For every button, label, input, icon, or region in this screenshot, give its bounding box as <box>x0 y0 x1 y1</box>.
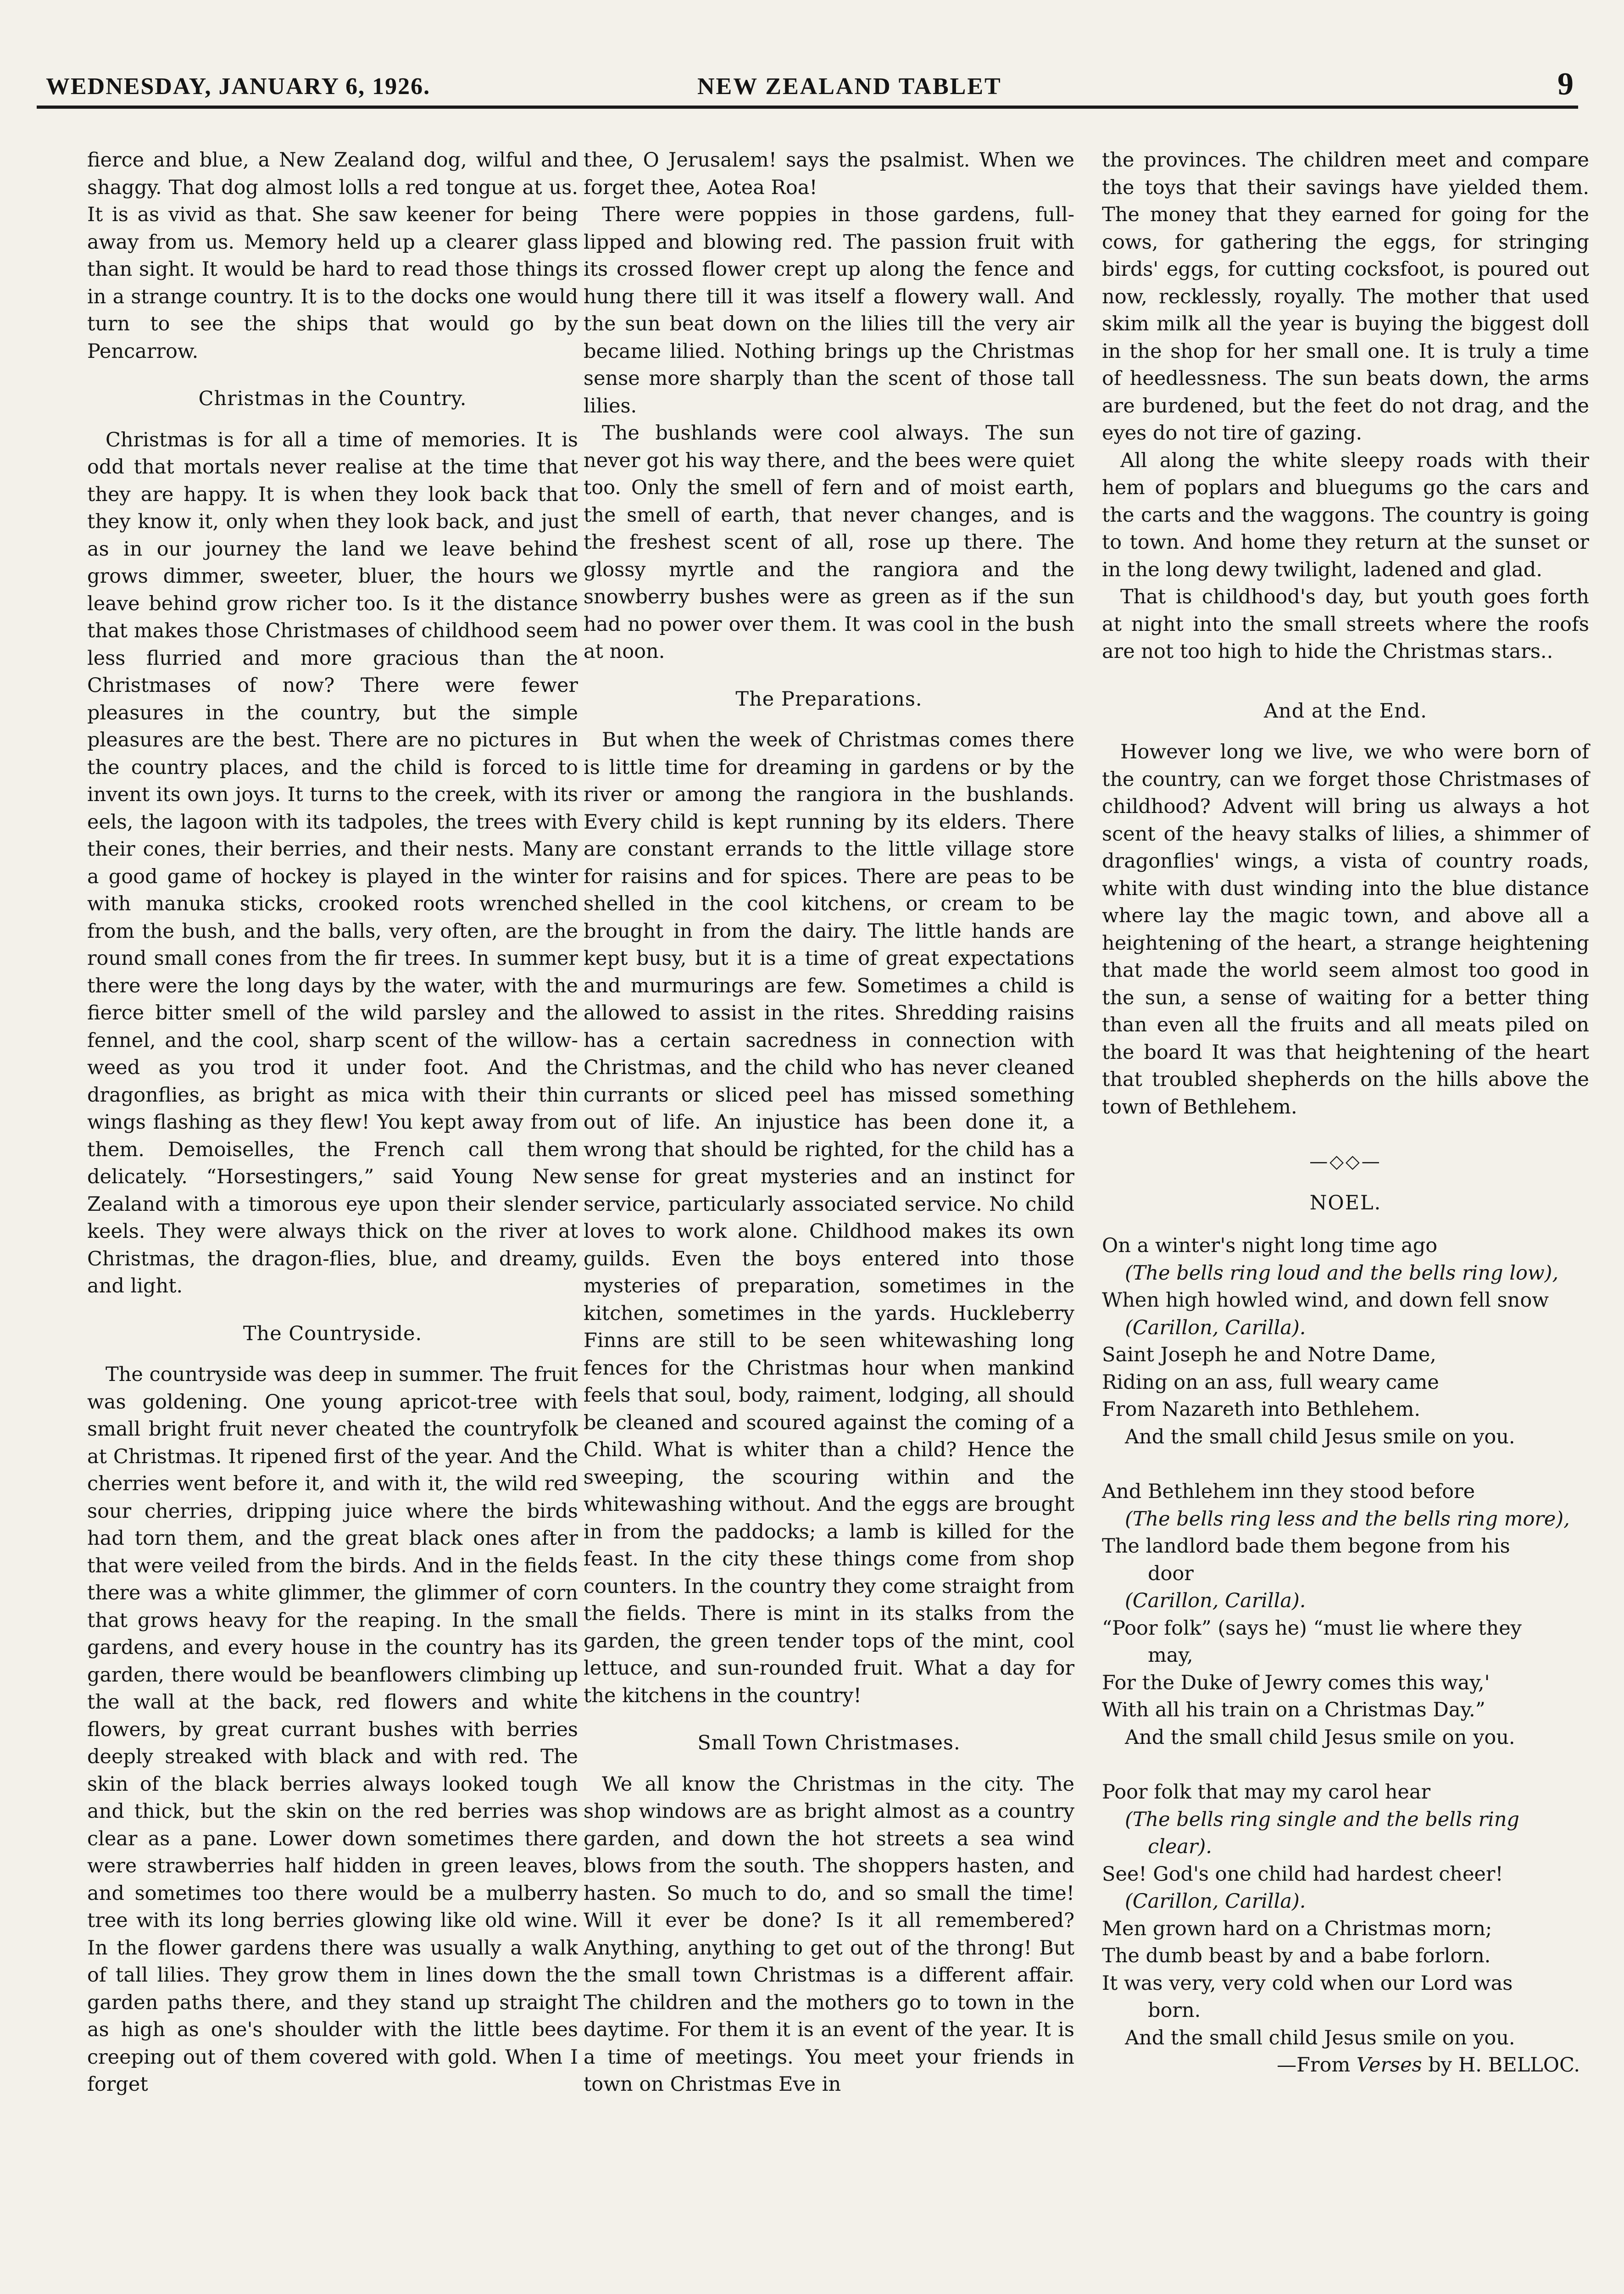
masthead-title: NEW ZEALAND TABLET <box>697 73 1002 100</box>
poem-title: NOEL. <box>1309 1191 1382 1214</box>
poem-line: With all his train on a Christmas Day.” <box>1102 1698 1485 1721</box>
poem-line: And the small child Jesus smile on you. <box>1125 2026 1515 2049</box>
poem-line: Poor folk that may my carol hear <box>1102 1781 1431 1804</box>
paragraph: The countryside was deep in summer. The fruit was goldening. One young apricot-tree with small bright fruit never cheated the countryfolk at Christmas. It ripened first of the year. And the cherries went before it, and with it, the wild red sour cherries, dripping juice where the birds had torn them, and the great black ones after that were veiled from the birds. And in the fields there was a white glimmer, the glimmer of corn that grows heavy for the reaping. In the small gardens, and every house in the country has its garden, there would be beanflowers climbing up the wall at the back, red flowers and white flowers, by great currant bushes with berries deeply streaked with black and with red. The skin of the black berries always looked tough and thick, but the skin on the red berries was clear as a pane. Lower down sometimes there were strawberries half hidden in green leaves, and sometimes too there would be a mulberry tree with its long berries glowing like old wine. In the flower gardens there was usually a walk of tall lilies. They grow them in lines down the garden paths there, and they stand up straight as high as one's shoulder with the little bees creeping out of them covered with gold. When I forget <box>87 1363 578 2096</box>
poem-line: From Nazareth into Bethlehem. <box>1102 1398 1421 1421</box>
column-1 <box>87 147 578 2099</box>
attribution-prefix: —From <box>1277 2054 1351 2077</box>
paragraph: However long we live, we who were born of the country, can we forget those Christmases of childhood? Advent will bring us always a hot scent of the heavy stalks of lilies, a shimmer of dragonflies' wings, a vista of country roads, white with dust winding into the blue distance where lay the magic town, and above all a heightening of the heart, a strange heightening that made the world seem almost too good in the sun, a sense of waiting for a better thing than even all the fruits and all meats piled on the board It was that heightening of the heart that troubled shepherds on the hills above the town of Bethlehem. <box>1102 741 1589 1119</box>
poem-line: And Bethlehem inn they stood before <box>1102 1480 1475 1503</box>
poem-line: On a winter's night long time ago <box>1102 1234 1438 1257</box>
poem-line: And the small child Jesus smile on you. <box>1125 1726 1515 1749</box>
poem-line: Men grown hard on a Christmas morn; <box>1102 1917 1492 1940</box>
paragraph: There were poppies in those gardens, full-lipped and blowing red. The passion fruit with its crossed flower crept up along the fence and hung there till it was itself a flowery wall. And the sun beat down on the lilies till the very air became lilied. Nothing brings up the Christmas sense more sharply than the scent of those tall lilies. <box>584 203 1074 418</box>
paragraph: thee, O Jerusalem! says the psalmist. When we forget thee, Aotea Roa! <box>584 149 1074 199</box>
section-heading: Christmas in the Country. <box>198 387 467 410</box>
poem-line: (Carillon, Carilla). <box>1125 1589 1306 1612</box>
poem-line: When high howled wind, and down fell snow <box>1102 1289 1549 1312</box>
poem-line: clear). <box>1148 1835 1212 1858</box>
poem-line: Riding on an ass, full weary came <box>1102 1370 1439 1394</box>
poem-line: See! God's one child had hardest cheer! <box>1102 1862 1503 1886</box>
paragraph: But when the week of Christmas comes there is little time for dreaming in gardens or by the river or among the rangiora in the bushlands. Every child is kept running by its elders. There are constant errands to the little village store for raisins and for spices. There are peas to be shelled in the cool kitchens, or cream to be brought in from the dairy. The little hands are kept busy, but it is a time of great expectations and murmurings are few. Sometimes a child is allowed to assist in the rites. Shredding raisins has a certain sacredness in connection with Christmas, and the child who has never cleaned currants or sliced peel has missed something out of life. An injustice has been done it, a wrong that should be righted, for the child has a sense for great mysteries and an instinct for service, particularly associated service. No child loves to work alone. Childhood makes its own guilds. Even the boys entered into those mysteries of preparation, sometimes in the kitchen, sometimes in the yards. Huckleberry Finns are still to be seen whitewashing long fences for the Christmas hour when mankind feels that soul, body, raiment, lodging, all should be cleaned and scoured against the coming of a Child. What is whiter than a child? Hence the sweeping, the scouring within and the whitewashing without. And the eggs are brought in from the paddocks; a lamb is killed for the feast. In the city these things come from shop counters. In the country they come straight from the fields. There is mint in its stalks from the garden, the green tender tops of the mint, cool lettuce, and sun-rounded fruit. What a day for the kitchens in the country! <box>584 729 1074 1707</box>
poem-line: (The bells ring less and the bells ring more), <box>1125 1507 1570 1531</box>
paragraph: That is childhood's day, but youth goes forth at night into the small streets where the roofs are not too high to hide the Christmas stars.. <box>1102 585 1589 663</box>
poem-line: Saint Joseph he and Notre Dame, <box>1102 1343 1436 1366</box>
paragraph: All along the white sleepy roads with their hem of poplars and bluegums go the cars and the carts and the waggons. The country is going to town. And home they return at the sunset or in the long dewy twilight, ladened and glad. <box>1102 449 1589 581</box>
issue-date: WEDNESDAY, JANUARY 6, 1926. <box>46 73 431 100</box>
section-heading: The Preparations. <box>735 687 923 711</box>
poem-attribution <box>1102 2052 1589 2079</box>
poem-line: It was very, very cold when our Lord was <box>1102 1971 1513 1995</box>
poem-line: born. <box>1148 1999 1201 2022</box>
page-number: 9 <box>1557 67 1574 102</box>
ornament-divider: —◇◇— <box>1309 1151 1382 1172</box>
section-heading: The Countryside. <box>243 1322 423 1345</box>
paragraph: fierce and blue, a New Zealand dog, wilful and shaggy. That dog almost lolls a red tongue at us. It is as vivid as that. She saw keener for being away from us. Memory held up a clearer glass than sight. It would be hard to read those things in a strange country. It is to the docks one would turn to see the ships that would go by Pencarrow. <box>87 149 578 363</box>
poem-stanza <box>1102 1779 1589 2079</box>
poem-line: may, <box>1148 1644 1193 1667</box>
poem-line: (The bells ring loud and the bells ring low), <box>1125 1261 1559 1285</box>
column-3 <box>1102 147 1589 2107</box>
poem-line: door <box>1148 1562 1194 1585</box>
poem-line: For the Duke of Jewry comes this way,' <box>1102 1671 1490 1694</box>
section-heading: And at the End. <box>1264 699 1427 723</box>
paragraph: the provinces. The children meet and compare the toys that their savings have yielded them. The money that they earned for going for the cows, for gathering the eggs, for stringing birds' eggs, for cutting cocksfoot, is poured out now, recklessly, royally. The mother that used skim milk all the year is buying the biggest doll in the shop for her small one. It is truly a time of heedlessness. The sun beats down, the arms are burdened, but the feet do not drag, and the eyes do not tire of gazing. <box>1102 149 1589 445</box>
poem-stanza <box>1102 1478 1589 1751</box>
section-heading: Small Town Christmases. <box>697 1732 961 1754</box>
attribution-author: by H. BELLOC. <box>1428 2054 1580 2077</box>
page-header <box>37 64 1578 109</box>
column-2 <box>584 147 1074 2099</box>
paragraph: Christmas is for all a time of memories. It is odd that mortals never realise at the time that they are happy. It is when they look back that they know it, only when they look back, and just as in our journey the land we leave behind grows dimmer, sweeter, bluer, the hours we leave behind grow richer too. Is it the distance that makes those Christmases of childhood seem less flurried and more gracious than the Christmases of now? There were fewer pleasures in the country, but the simple pleasures are the best. There are no pictures in the country places, and the child is forced to invent its own joys. It turns to the creek, with its eels, the lagoon with its tadpoles, the trees with their cones, their berries, and their nests. Many a good game of hockey is played in the winter with manuka sticks, crooked roots wrenched from the bush, and the balls, very often, are the round small cones from the fir trees. In summer there were the long days by the water, with the fierce bitter smell of the wild parsley and the fennel, and the cool, sharp scent of the willow-weed as you trod it under foot. And the dragonflies, as bright as mica with their thin wings flashing as they flew! You kept away from them. Demoiselles, the French call them delicately. “Horsestingers,” said Young New Zealand with a timorous eye upon their slender keels. They were always thick on the river at Christmas, the dragon-flies, blue, and dreamy, and light. <box>87 428 578 1297</box>
poem-line: (The bells ring single and the bells ring <box>1125 1808 1519 1831</box>
attribution-work: Verses <box>1356 2054 1422 2077</box>
poem-line: The landlord bade them begone from his <box>1102 1535 1510 1558</box>
poem-line: And the small child Jesus smile on you. <box>1125 1425 1515 1448</box>
poem-line: The dumb beast by and a babe forlorn. <box>1102 1944 1491 1967</box>
poem-line: (Carillon, Carilla). <box>1125 1890 1306 1913</box>
poem-stanza <box>1102 1232 1589 1451</box>
paragraph: We all know the Christmas in the city. The shop windows are as bright almost as a country garden, and down the hot streets a sea wind blows from the south. The shoppers hasten, and hasten. So much to do, and so small the time! Will it ever be done? Is it all remembered? Anything, anything to get out of the throng! But the small town Christmas is a different affair. The children and the mothers go to town in the daytime. For them it is an event of the year. It is a time of meetings. You meet your friends in town on Christmas Eve in <box>584 1772 1074 2096</box>
paragraph: The bushlands were cool always. The sun never got his way there, and the bees were quiet too. Only the smell of fern and of moist earth, the smell of earth, that never changes, and is the freshest scent of all, rose up there. The glossy myrtle and the rangiora and the snowberry bushes were as green as if the sun had no power over them. It was cool in the bush at noon. <box>584 422 1074 663</box>
poem-line: “Poor folk” (says he) “must lie where they <box>1102 1616 1522 1640</box>
poem-line: (Carillon, Carilla). <box>1125 1316 1306 1339</box>
